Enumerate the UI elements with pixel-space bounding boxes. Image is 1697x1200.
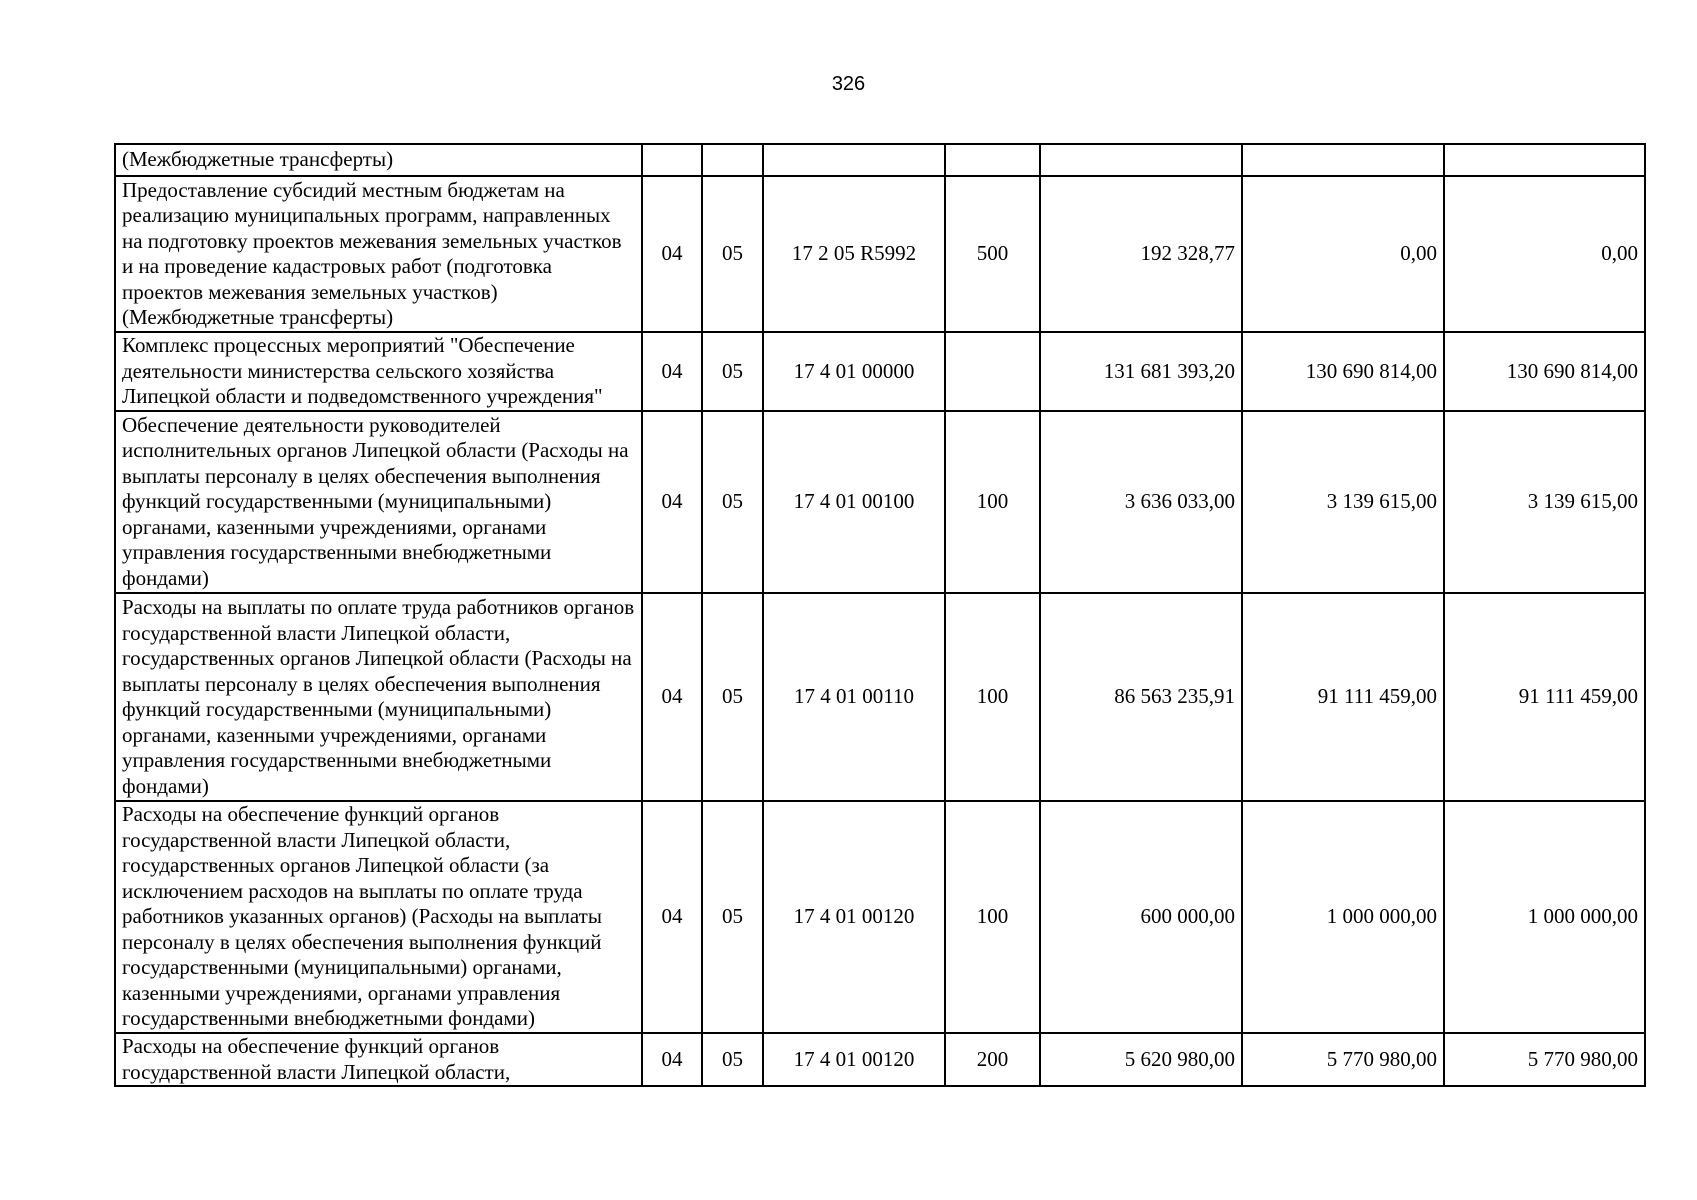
amount-year-3: 91 111 459,00 [1444,593,1645,801]
amount-year-2 [1242,144,1444,176]
target-article-code: 17 2 05 R5992 [763,176,945,332]
target-article-code: 17 4 01 00120 [763,801,945,1033]
expense-type-code [945,144,1040,176]
amount-year-1: 5 620 980,00 [1040,1033,1242,1086]
amount-year-3 [1444,144,1645,176]
amount-year-3: 1 000 000,00 [1444,801,1645,1033]
subsection-code: 05 [702,176,763,332]
section-code: 04 [642,332,702,411]
expense-type-code: 100 [945,593,1040,801]
target-article-code: 17 4 01 00100 [763,411,945,593]
section-code: 04 [642,176,702,332]
amount-year-1 [1040,144,1242,176]
row-description: Комплекс процессных мероприятий "Обеспечение деятельности министерства сельского хозяйства Липецкой области и подведомственного учреждения" [115,332,642,411]
amount-year-3: 130 690 814,00 [1444,332,1645,411]
amount-year-1: 192 328,77 [1040,176,1242,332]
row-description: (Межбюджетные трансферты) [115,144,642,176]
table-row [115,144,1645,176]
section-code [642,144,702,176]
section-code: 04 [642,801,702,1033]
amount-year-1: 131 681 393,20 [1040,332,1242,411]
budget-table [114,143,1646,1087]
target-article-code: 17 4 01 00000 [763,332,945,411]
table-row [115,332,1645,411]
expense-type-code: 100 [945,411,1040,593]
row-description: Обеспечение деятельности руководителей исполнительных органов Липецкой области (Расходы на выплаты персоналу в целях обеспечения выполнения функций государственными (муниципальными) органами, казенными учреждениями, органами управления государственными внебюджетными фондами) [115,411,642,593]
subsection-code [702,144,763,176]
amount-year-1: 3 636 033,00 [1040,411,1242,593]
table-row [115,1033,1645,1086]
amount-year-1: 86 563 235,91 [1040,593,1242,801]
expense-type-code: 500 [945,176,1040,332]
subsection-code: 05 [702,593,763,801]
expense-type-code: 100 [945,801,1040,1033]
target-article-code: 17 4 01 00110 [763,593,945,801]
amount-year-3: 5 770 980,00 [1444,1033,1645,1086]
section-code: 04 [642,411,702,593]
amount-year-2: 5 770 980,00 [1242,1033,1444,1086]
amount-year-3: 3 139 615,00 [1444,411,1645,593]
amount-year-2: 0,00 [1242,176,1444,332]
subsection-code: 05 [702,1033,763,1086]
table-row [115,411,1645,593]
subsection-code: 05 [702,411,763,593]
subsection-code: 05 [702,332,763,411]
target-article-code [763,144,945,176]
amount-year-2: 91 111 459,00 [1242,593,1444,801]
table-row [115,593,1645,801]
table-row [115,801,1645,1033]
expense-type-code [945,332,1040,411]
subsection-code: 05 [702,801,763,1033]
amount-year-2: 1 000 000,00 [1242,801,1444,1033]
table-row [115,176,1645,332]
amount-year-3: 0,00 [1444,176,1645,332]
row-description: Расходы на обеспечение функций органов государственной власти Липецкой области, государственных органов Липецкой области (за исключением расходов на выплаты по оплате труда работников указанных органов) (Расходы на выплаты персоналу в целях обеспечения выполнения функций государственными (муниципальными) органами, казенными учреждениями, органами управления государственными внебюджетными фондами) [115,801,642,1033]
amount-year-2: 130 690 814,00 [1242,332,1444,411]
expense-type-code: 200 [945,1033,1040,1086]
row-description: Расходы на выплаты по оплате труда работников органов государственной власти Липецкой области, государственных органов Липецкой области (Расходы на выплаты персоналу в целях обеспечения выполнения функций государственными (муниципальными) органами, казенными учреждениями, органами управления государственными внебюджетными фондами) [115,593,642,801]
row-description: Предоставление субсидий местным бюджетам на реализацию муниципальных программ, направленных на подготовку проектов межевания земельных участков и на проведение кадастровых работ (подготовка проектов межевания земельных участков) (Межбюджетные трансферты) [115,176,642,332]
amount-year-2: 3 139 615,00 [1242,411,1444,593]
target-article-code: 17 4 01 00120 [763,1033,945,1086]
section-code: 04 [642,593,702,801]
row-description: Расходы на обеспечение функций органов государственной власти Липецкой области, [115,1033,642,1086]
amount-year-1: 600 000,00 [1040,801,1242,1033]
page-number: 326 [831,73,866,95]
section-code: 04 [642,1033,702,1086]
